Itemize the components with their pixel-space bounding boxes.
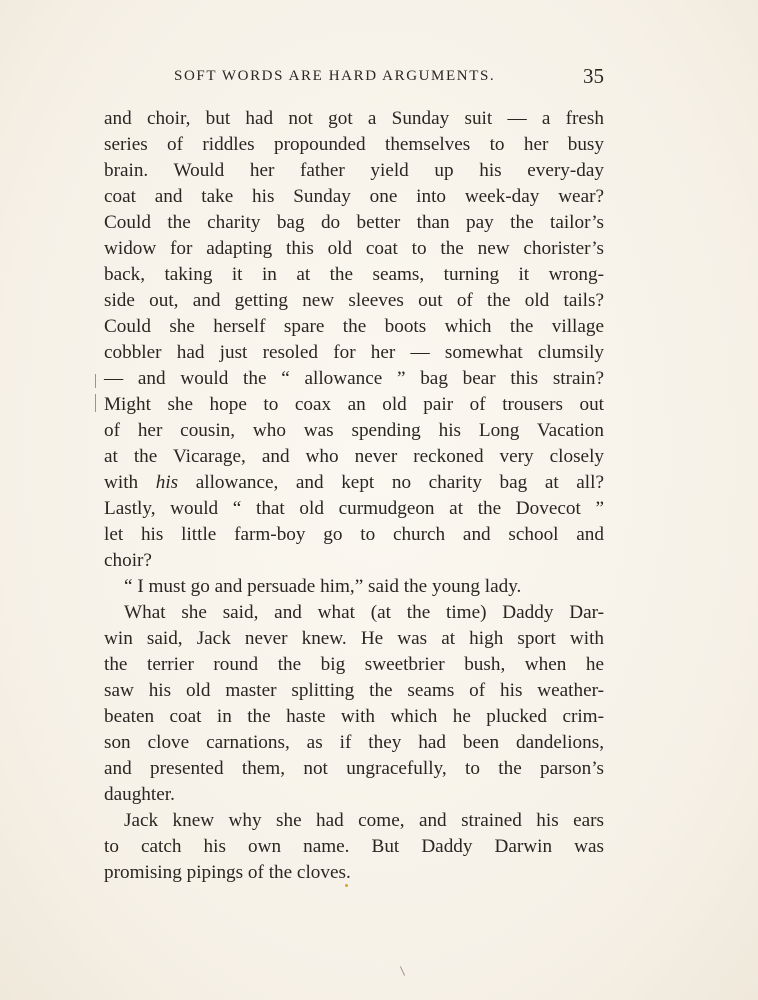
text-line: beaten coat in the haste with which he plucked crim- (104, 706, 604, 727)
text-line: at the Vicarage, and who never reckoned very closely (104, 446, 604, 467)
text-line: — and would the “ allowance ” bag bear this strain? (104, 368, 604, 389)
text-line: with his allowance, and kept no charity bag at all? (104, 472, 604, 493)
text-line: Lastly, would “ that old curmudgeon at the Dovecot ” (104, 498, 604, 519)
running-head (174, 64, 604, 94)
text-line: the terrier round the big sweetbrier bush, when he (104, 654, 604, 675)
text-line: to catch his own name. But Daddy Darwin was (104, 836, 604, 857)
text-line: and choir, but had not got a Sunday suit — a fresh (104, 108, 604, 129)
paper-speck (345, 884, 348, 887)
text-line: What she said, and what (at the time) Daddy Dar- (124, 602, 604, 623)
text-line: let his little farm-boy go to church and school and (104, 524, 604, 545)
paragraph-4 (104, 808, 604, 886)
text-line: back, taking it in at the seams, turning it wrong- (104, 264, 604, 285)
text-line: brain. Would her father yield up his every-day (104, 160, 604, 181)
text-line: “ I must go and persuade him,” said the young lady. (124, 576, 522, 597)
text-line: and presented them, not ungracefully, to the parson’s (104, 758, 604, 779)
text-line: widow for adapting this old coat to the new chorister’s (104, 238, 604, 259)
margin-mark (95, 394, 96, 412)
text-line: Could the charity bag do better than pay the tailor’s (104, 212, 604, 233)
text-line: cobbler had just resoled for her — somewhat clumsily (104, 342, 604, 363)
text-line: daughter. (104, 784, 175, 805)
running-head-title: SOFT WORDS ARE HARD ARGUMENTS. (174, 68, 496, 84)
text-line: son clove carnations, as if they had been dandelions, (104, 732, 604, 753)
text-line: promising pipings of the cloves. (104, 862, 351, 883)
paragraph-1 (104, 106, 604, 574)
text-line: series of riddles propounded themselves to her busy (104, 134, 604, 155)
body-text (104, 106, 604, 886)
text-line: win said, Jack never knew. He was at high sport with (104, 628, 604, 649)
text-line: choir? (104, 550, 152, 571)
paragraph-2 (104, 574, 604, 600)
text-line: Might she hope to coax an old pair of trousers out (104, 394, 604, 415)
text-line: Could she herself spare the boots which the village (104, 316, 604, 337)
text-line: saw his old master splitting the seams of his weather- (104, 680, 604, 701)
text-line: Jack knew why she had come, and strained his ears (124, 810, 604, 831)
paragraph-3 (104, 600, 604, 808)
text-line: of her cousin, who was spending his Long Vacation (104, 420, 604, 441)
page-number: 35 (583, 64, 604, 88)
margin-mark (95, 374, 96, 388)
text-line: coat and take his Sunday one into week-day wear? (104, 186, 604, 207)
text-line: side out, and getting new sleeves out of the old tails? (104, 290, 604, 311)
paper-scratch (400, 966, 405, 975)
